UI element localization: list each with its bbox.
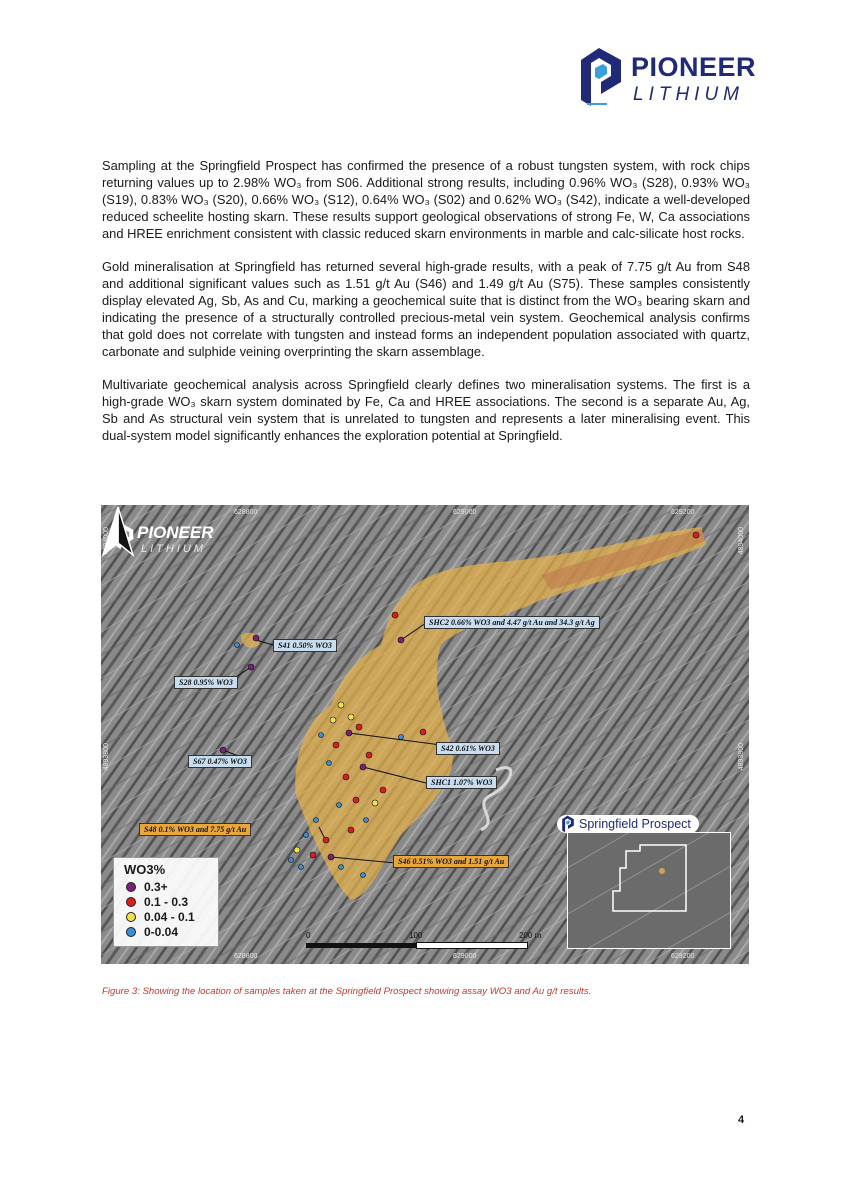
- callout-s28: S28 0.95% WO3: [174, 676, 238, 689]
- legend-label: 0.04 - 0.1: [144, 909, 195, 924]
- page-number: 4: [738, 1114, 745, 1126]
- scale-bar-white: [416, 942, 528, 949]
- pioneer-logo-icon: [559, 815, 577, 833]
- paragraph-multivariate: Multivariate geochemical analysis across Springfield clearly defines two mineralisation systems. The first is a high-grade WO₃ skarn system dominated by Fe, Ca and HREE associations. The second is a separate Au, Ag, Sb and As structural vein system that is unrelated to tungsten and represents a later mineralising event. This dual-system model significantly enhances the exploration potential at Springfield.: [102, 376, 750, 443]
- inset-terrain: [568, 833, 730, 948]
- legend-label: 0.3+: [144, 879, 168, 894]
- legend-label: 0.1 - 0.3: [144, 894, 189, 909]
- coord-bottom-1: 628800: [234, 953, 258, 960]
- legend-item: [126, 879, 218, 894]
- coord-bottom-3: 629200: [671, 953, 695, 960]
- callout-shc1: SHC1 1.07% WO3: [426, 776, 497, 789]
- legend-item: [126, 909, 218, 924]
- logo-word-lithium: LITHIUM: [633, 84, 744, 105]
- figure-caption: Figure 3: Showing the location of samples taken at the Springfield Prospect showing assay WO3 and Au g/t results.: [102, 986, 592, 997]
- coord-top-1: 628800: [234, 509, 258, 516]
- legend-item: [126, 894, 218, 909]
- coord-right-1: 4894000: [738, 527, 745, 555]
- legend-dot: [126, 912, 136, 922]
- pioneer-logo-icon: [577, 46, 625, 108]
- logo-word-pioneer: PIONEER: [631, 52, 757, 82]
- callout-shc2: SHC2 0.66% WO3 and 4.47 g/t Au and 34.3 g/t Ag: [424, 616, 600, 629]
- scale-label-200: 200 m: [519, 931, 542, 940]
- legend-item: [126, 924, 218, 939]
- inset-title: [557, 815, 699, 833]
- company-logo: [577, 44, 757, 114]
- legend-dot: [126, 882, 136, 892]
- legend-dot: [126, 897, 136, 907]
- callout-s46: S46 0.51% WO3 and 1.51 g/t Au: [393, 855, 509, 868]
- body-text: [102, 158, 750, 461]
- legend-dot: [126, 927, 136, 937]
- callout-s67: S67 0.47% WO3: [188, 755, 252, 768]
- coord-right-2: 4893800: [738, 743, 745, 771]
- coord-top-3: 629200: [671, 509, 695, 516]
- paragraph-tungsten: Sampling at the Springfield Prospect has confirmed the presence of a robust tungsten system, with rock chips returning values up to 2.98% WO₃ from S06. Additional strong results, including 0.96% WO₃ (S28), 0.93% WO₃ (S19), 0.83% WO₃ (S20), 0.66% WO₃ (S12), 0.64% WO₃ (S02) and 0.62% WO₃ (S42), indicate a well-developed reduced scheelite hosting skarn. These results support geological observations of strong Fe, W, Ca associations and HREE enrichment consistent with classic reduced skarn environments in marble and calc-silicate host rocks.: [102, 158, 750, 241]
- callout-s41: S41 0.50% WO3: [273, 639, 337, 652]
- springfield-map: [101, 505, 749, 964]
- scale-bar: [306, 931, 546, 951]
- coord-left-2: 4893800: [103, 743, 110, 771]
- map-legend: [113, 857, 219, 947]
- legend-title: WO3%: [124, 862, 166, 877]
- callout-s48: S48 0.1% WO3 and 7.75 g/t Au: [139, 823, 251, 836]
- location-inset-map: [567, 832, 731, 949]
- paragraph-gold: Gold mineralisation at Springfield has returned several high-grade results, with a peak of 7.75 g/t Au from S48 and additional significant values such as 1.51 g/t Au (S46) and 1.49 g/t Au (S75). These samples consistently display elevated Ag, Sb, As and Cu, marking a geochemical suite that is distinct from the WO₃ bearing skarn and indicating the presence of a structurally controlled precious-metal vein system. Geochemical analysis confirms that gold does not correlate with tungsten and instead forms an independent population associated with quartz, carbonate and sulphide veining overprinting the skarn assemblage.: [102, 259, 750, 359]
- inset-title-text: Springfield Prospect: [579, 817, 691, 831]
- coord-bottom-2: 629000: [453, 953, 477, 960]
- callout-s42: S42 0.61% WO3: [436, 742, 500, 755]
- map-logo-word-lithium: LITHIUM: [141, 543, 206, 555]
- scale-label-100: 100: [409, 931, 423, 940]
- scale-bar-black: [306, 943, 416, 948]
- legend-label: 0-0.04: [144, 924, 179, 939]
- coord-left-1: 4894000: [103, 527, 110, 555]
- north-arrow-icon: [101, 505, 135, 557]
- coord-top-2: 629000: [453, 509, 477, 516]
- scale-label-0: 0: [306, 931, 311, 940]
- map-logo-word-pioneer: PIONEER: [137, 523, 214, 542]
